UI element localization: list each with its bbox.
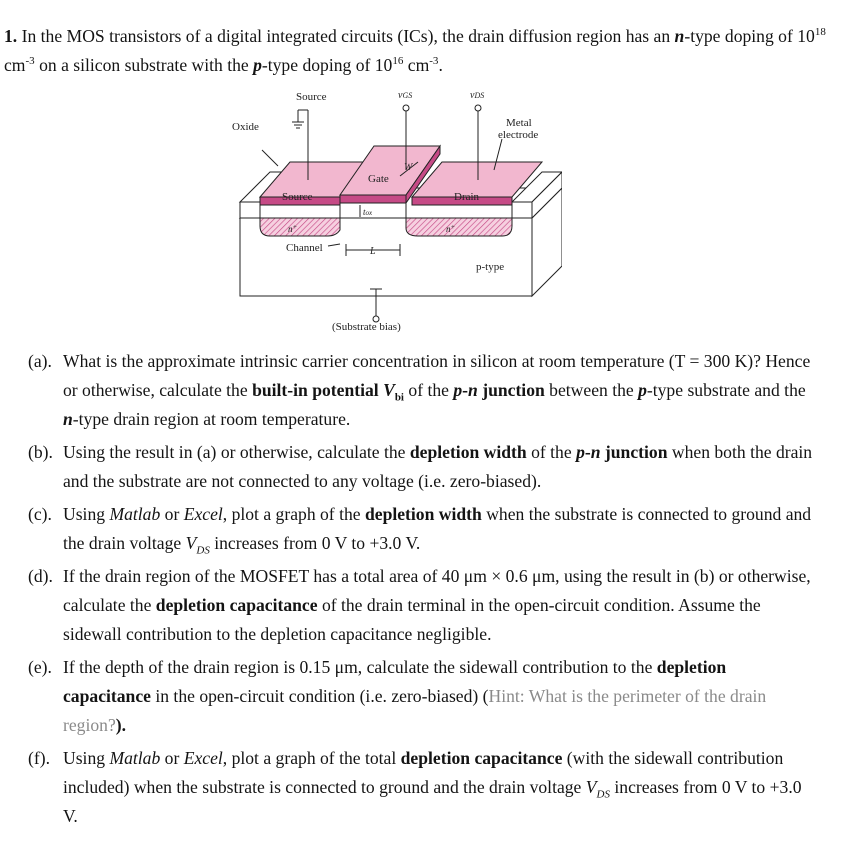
source-label: Source xyxy=(282,191,313,203)
part-label: (f). xyxy=(28,748,50,768)
question-statement xyxy=(4,22,834,80)
p-symbol: p xyxy=(253,55,262,75)
n-plus-source-label: n+ xyxy=(288,223,298,234)
question-text: cm xyxy=(403,55,430,75)
ptype-label: p-type xyxy=(476,261,505,273)
part-e: (e). If the depth of the drain region is 0.15 μm, calculate the sidewall contribution to the depletion capacitance in the open-circuit condition (i.e. zero-biased) (Hint: What is the perimeter of the drain region?). xyxy=(28,653,818,740)
oxide-right-front xyxy=(512,202,532,218)
n-plus-drain-label: n+ xyxy=(446,223,456,234)
exponent: 18 xyxy=(814,26,826,39)
part-label: (a). xyxy=(28,351,52,371)
tox-label: tox xyxy=(363,207,373,217)
source-diffusion xyxy=(260,218,340,236)
question-text: -type doping of 10 xyxy=(261,55,393,75)
drain-label: Drain xyxy=(454,191,480,203)
question-text: . xyxy=(438,55,443,75)
length-label: L xyxy=(370,246,376,257)
vds-label: vDS xyxy=(470,90,485,101)
part-d: (d). If the drain region of the MOSFET has a total area of 40 μm × 0.6 μm, using the result in (b) or otherwise, calculate the depletion capacitance of the drain terminal in the open-circuit condition. Assume the sidewall contribution to the depletion capacitance negligible. xyxy=(28,562,818,649)
mosfet-diagram xyxy=(222,84,562,339)
substrate-bias-label: (Substrate bias) xyxy=(332,321,401,333)
part-c: (c). Using Matlab or Excel, plot a graph of the depletion width when the substrate is connected to ground and the drain voltage $V_{DS}$ increases from 0 V to +3.0 V. xyxy=(28,500,818,558)
hint-text: Hint: What is the perimeter of the drain region? xyxy=(63,686,767,735)
question-number: 1. xyxy=(4,26,18,46)
oxide-label: Oxide xyxy=(232,121,259,133)
exponent: 16 xyxy=(392,55,404,68)
oxide-pointer xyxy=(262,150,278,166)
source-top-label: Source xyxy=(296,91,327,103)
part-a: (a). What is the approximate intrinsic carrier concentration in silicon at room temperature (T = 300 K)? Hence or otherwise, calculate the built-in potential $V_{bi}$ of the p-n junction between the p-type substrate and the n-type drain region at room temperature. xyxy=(28,347,818,434)
question-text: cm xyxy=(4,55,26,75)
exponent: -3 xyxy=(429,55,439,68)
vgs-label: vGS xyxy=(398,90,413,101)
part-f: (f). Using Matlab or Excel, plot a graph of the total depletion capacitance (with the sidewall contribution included) when the substrate is connected to ground and the drain voltage $V_{DS}$ increases from 0 V to +3.0 V. xyxy=(28,744,818,831)
question-text: In the MOS transistors of a digital integrated circuits (ICs), the drain diffusion region has an xyxy=(17,26,675,46)
metal-electrode-label-1: Metal xyxy=(506,117,532,129)
w-label: W xyxy=(404,162,413,173)
part-label: (d). xyxy=(28,566,53,586)
drain-terminal xyxy=(475,105,481,111)
gate-oxide xyxy=(340,203,406,218)
drain-diffusion xyxy=(406,218,512,236)
part-b: (b). Using the result in (a) or otherwise, calculate the depletion width of the p-n junction when both the drain and the substrate are not connected to any voltage (i.e. zero-biased). xyxy=(28,438,818,496)
gate-front xyxy=(340,195,406,203)
question-text: on a silicon substrate with the xyxy=(34,55,254,75)
question-text: -type doping of 10 xyxy=(684,26,815,46)
part-label: (c). xyxy=(28,504,52,524)
exponent: -3 xyxy=(25,55,35,68)
n-symbol: n xyxy=(674,26,685,46)
gate-label: Gate xyxy=(368,173,389,185)
oxide-left-front xyxy=(240,202,260,218)
part-label: (b). xyxy=(28,442,53,462)
channel-label: Channel xyxy=(286,242,323,254)
question-parts xyxy=(28,347,818,835)
part-label: (e). xyxy=(28,657,52,677)
gate-terminal xyxy=(403,105,409,111)
metal-electrode-label-2: electrode xyxy=(498,129,539,141)
